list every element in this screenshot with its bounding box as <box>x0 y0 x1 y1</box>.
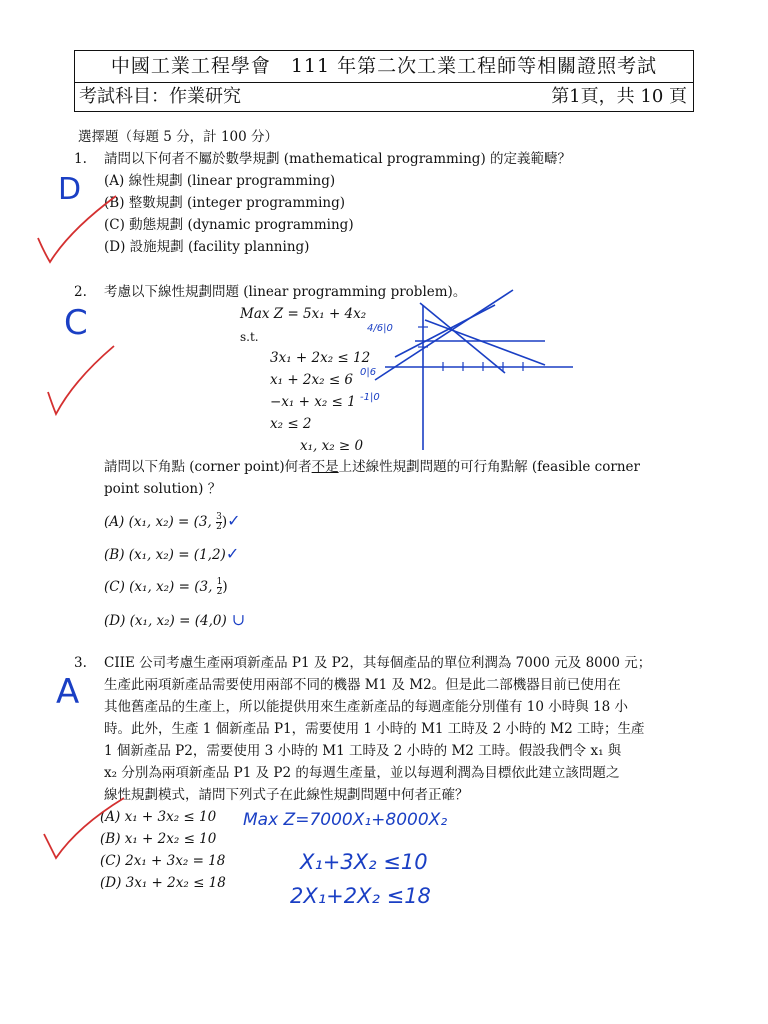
q3-option-b: (B) x₁ + 2x₂ ≤ 10 <box>100 831 217 847</box>
q2-frac-c: $\frac{1}{2}$ <box>216 577 223 597</box>
exam-header <box>74 50 694 112</box>
q2-option-a: (A) (x₁, x₂) = (3, $\frac{3}{2}$ )✓ <box>104 511 241 532</box>
q3-option-c: (C) 2x₁ + 3x₂ = 18 <box>100 853 226 869</box>
q1-option-d: (D) 設施規劃 (facility planning) <box>104 239 310 255</box>
exam-subject: 考試科目：作業研究 <box>79 86 241 107</box>
q2-objective: Max Z = 5x₁ + 4x₂ <box>240 306 367 322</box>
q3-line-6: x₂ 分別為兩項新產品 P1 及 P2 的每週生產量，並以每週利潤為目標依此建立該問題之 <box>104 765 620 781</box>
q2-option-c: (C) (x₁, x₂) = (3, $\frac{1}{2}$ ) <box>104 577 228 597</box>
q3-handwritten-answer: A <box>56 672 80 712</box>
q2-note-2: 0|6 <box>360 367 377 378</box>
section-title: 選擇題（每題 5 分，計 100 分） <box>78 129 279 145</box>
exam-title: 中國工業工程學會 111 年第二次工業工程師等相關證照考試 <box>75 51 693 83</box>
q3-line-2: 生產此兩項新產品需要使用兩部不同的機器 M1 及 M2。但是此二部機器目前已使用在 <box>104 677 621 693</box>
q2-ask-line-2: point solution) ？ <box>104 481 222 497</box>
q1-option-a: (A) 線性規劃 (linear programming) <box>104 173 336 189</box>
q2-handwritten-graph <box>355 285 585 455</box>
q2-constraint-5: x₁, x₂ ≥ 0 <box>300 438 364 454</box>
page-number: 第1頁，共 10 頁 <box>551 86 687 107</box>
q3-work-1: Max Z=7000X₁+8000X₂ <box>243 810 448 830</box>
q2-handwritten-answer: C <box>64 303 88 343</box>
q1-handwritten-answer: D <box>58 172 82 207</box>
q3-line-4: 時。此外，生產 1 個新產品 P1，需要使用 1 小時的 M1 工時及 2 小時的 M2 工時；生產 <box>104 721 645 737</box>
q3-line-7: 線性規劃模式，請問下列式子在此線性規劃問題中何者正確？ <box>104 787 469 803</box>
q2-note-1: 4/6|0 <box>367 323 393 334</box>
q3-work-2: X₁+3X₂ ≤10 <box>300 850 428 874</box>
q3-number: 3. <box>74 655 87 671</box>
q2-stem: 考慮以下線性規劃問題 (linear programming problem)。 <box>104 284 467 300</box>
q3-red-checkmark <box>38 790 128 865</box>
q2-constraint-2: x₁ + 2x₂ ≤ 6 <box>270 372 354 388</box>
q1-stem: 請問以下何者不屬於數學規劃 (mathematical programming) 的定義範疇？ <box>104 151 572 167</box>
q3-line-5: 1 個新產品 P2，需要使用 3 小時的 M1 工時及 2 小時的 M2 工時。假設我們令 x₁ 與 <box>104 743 622 759</box>
q3-option-d: (D) 3x₁ + 2x₂ ≤ 18 <box>100 875 226 891</box>
q2-number: 2. <box>74 284 87 300</box>
q1-option-c: (C) 動態規劃 (dynamic programming) <box>104 217 354 233</box>
q1-number: 1. <box>74 151 87 167</box>
q2-constraint-4: x₂ ≤ 2 <box>270 416 312 432</box>
q3-work-3: 2X₁+2X₂ ≤18 <box>290 884 431 908</box>
q2-constraint-1: 3x₁ + 2x₂ ≤ 12 <box>270 350 371 366</box>
q2-option-d: (D) (x₁, x₂) = (4,0) ∪ <box>104 610 246 629</box>
q1-option-b: (B) 整數規劃 (integer programming) <box>104 195 345 211</box>
q2-frac-a: $\frac{3}{2}$ <box>216 512 222 532</box>
q3-option-a: (A) x₁ + 3x₂ ≤ 10 <box>100 809 217 825</box>
q2-constraint-3: −x₁ + x₂ ≤ 1 <box>270 394 356 410</box>
q1-red-checkmark <box>30 190 120 270</box>
q2-note-3: -1|0 <box>360 392 380 403</box>
q3-line-1: CIIE 公司考慮生產兩項新產品 P1 及 P2，其每個產品的單位利潤為 7000 元及 8000 元； <box>104 655 652 671</box>
q2-ask-line-1: 請問以下角點 (corner point)何者不是上述線性規劃問題的可行角點解 (feasible corner <box>104 459 640 475</box>
q2-st: s.t. <box>240 330 259 344</box>
q2-red-checkmark <box>40 340 120 420</box>
exam-subheader <box>75 82 693 112</box>
q3-line-3: 其他舊產品的生產上，所以能提供用來生產新產品的每週產能分別僅有 10 小時與 18 小 <box>104 699 629 715</box>
q2-option-b: (B) (x₁, x₂) = (1,2)✓ <box>104 544 240 563</box>
